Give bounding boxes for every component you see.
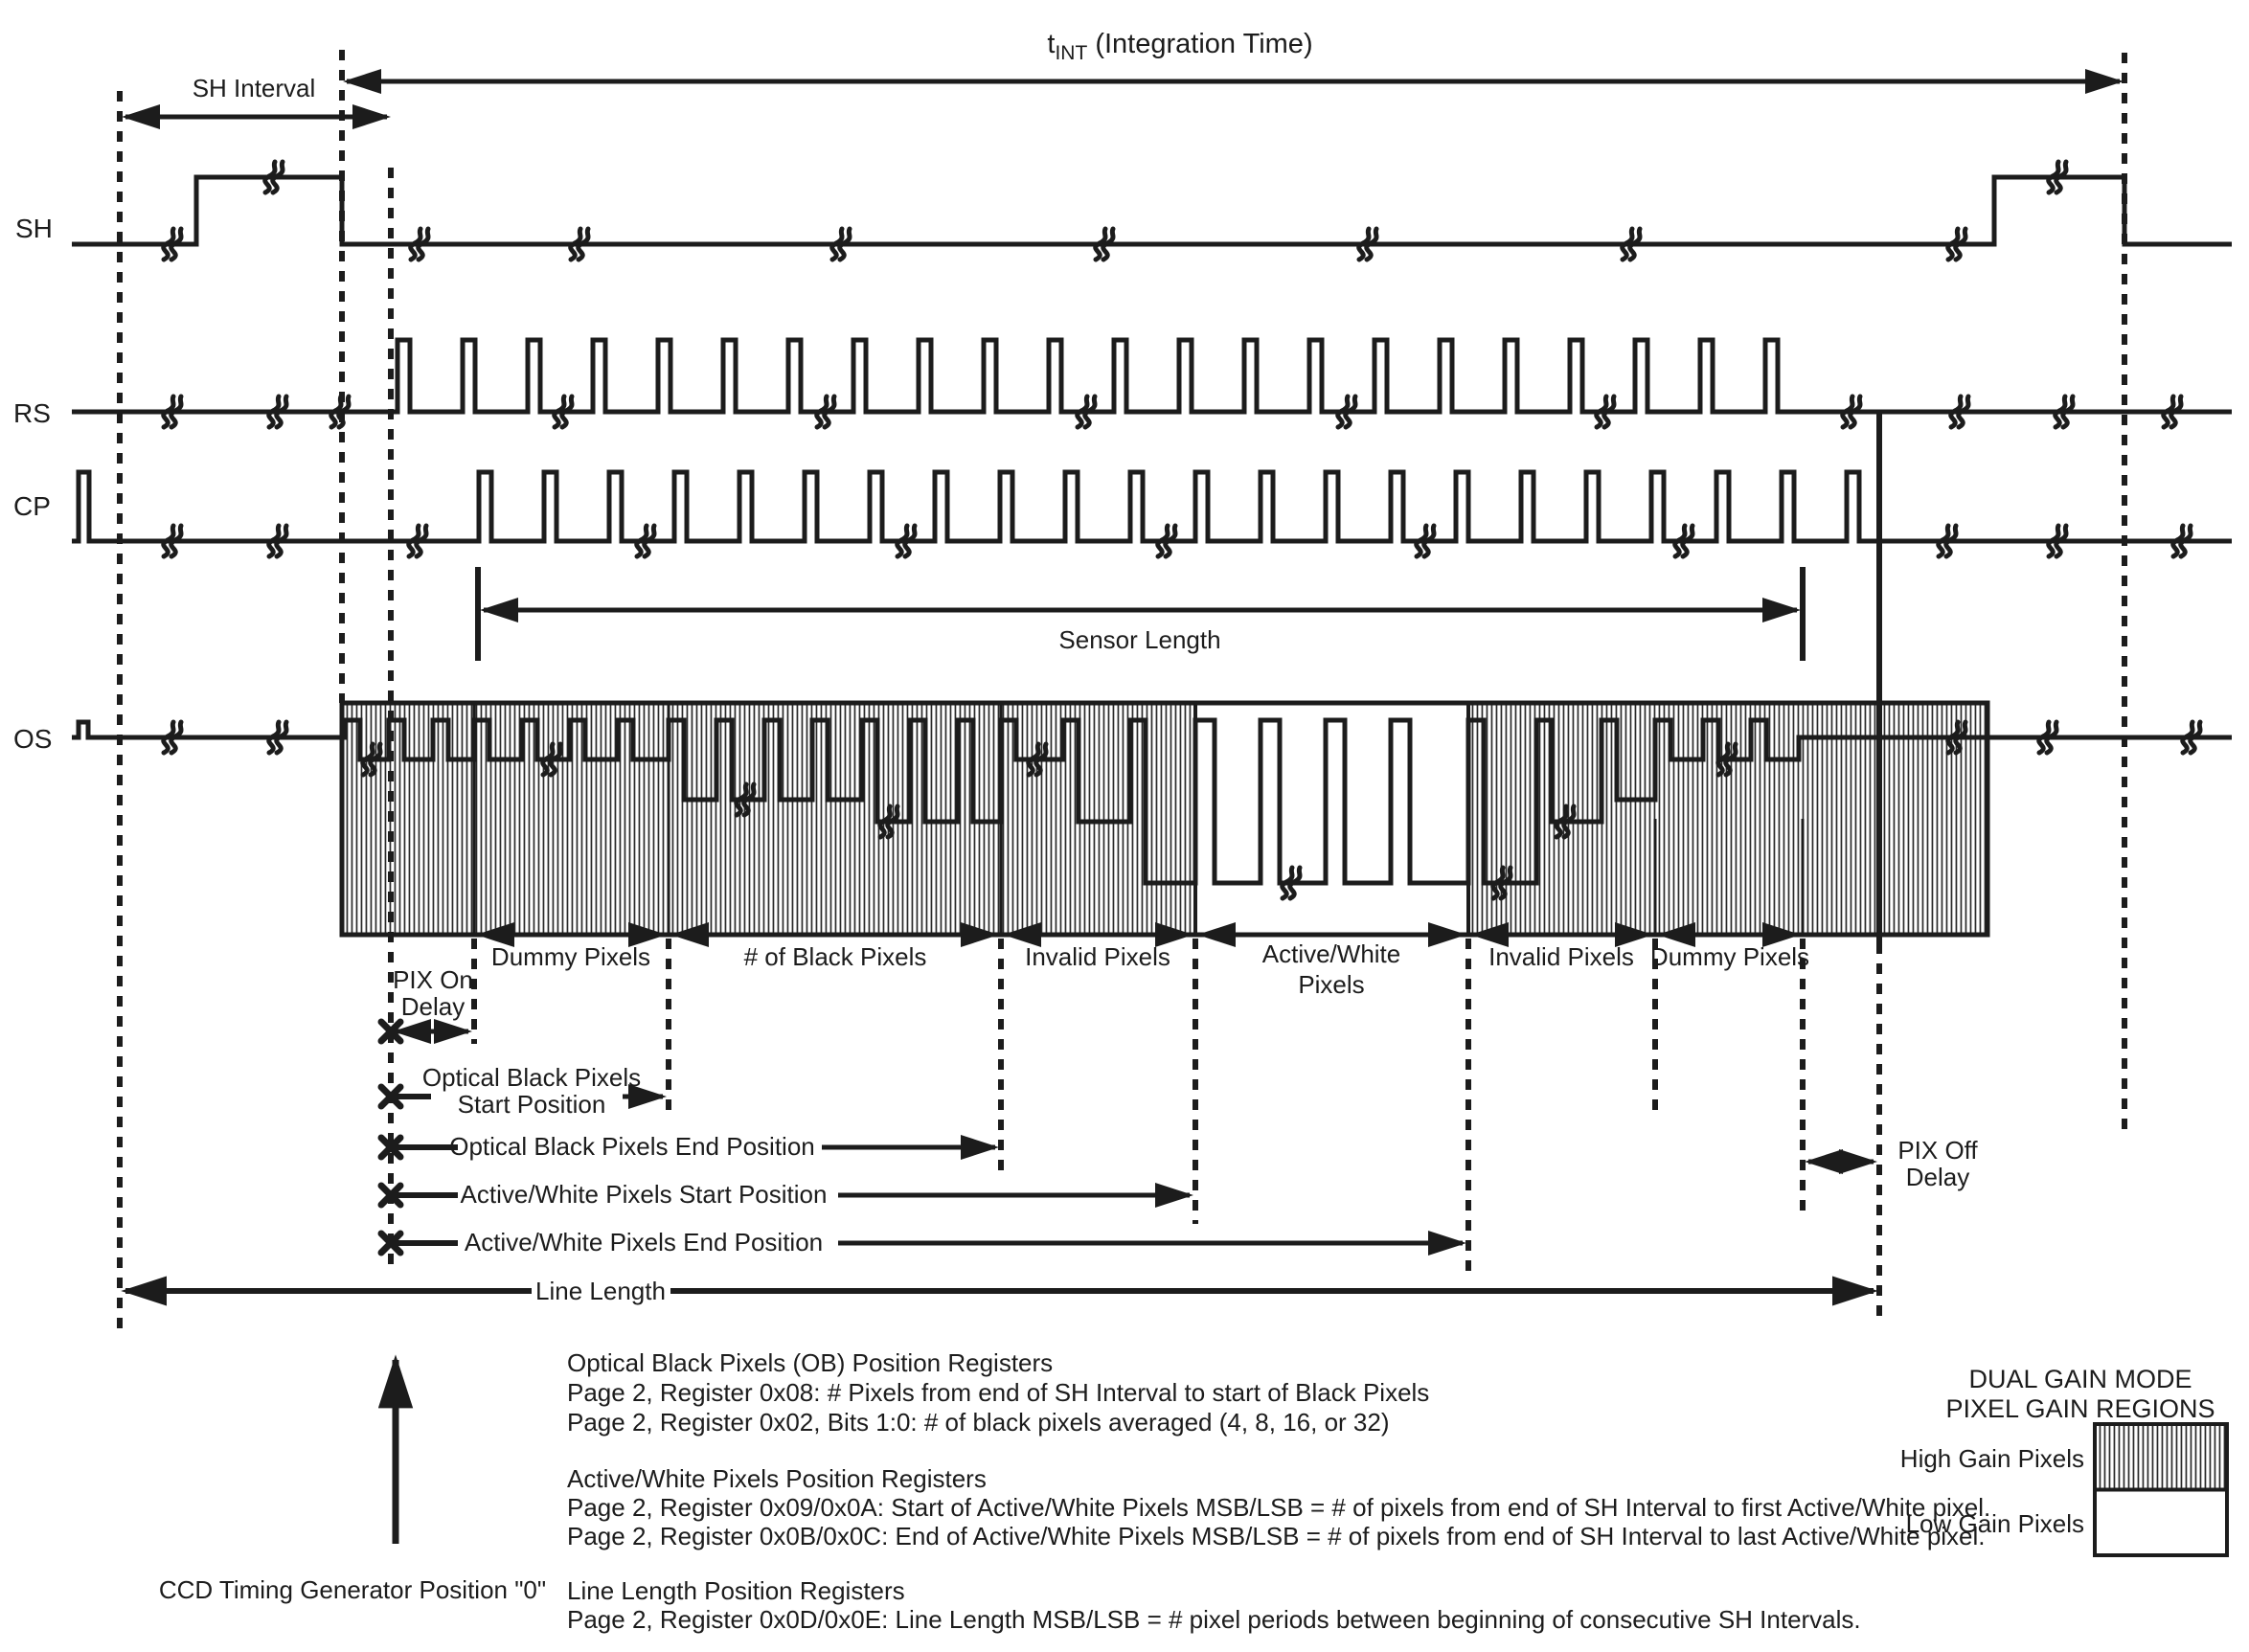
sensor-length-label: Sensor Length xyxy=(1058,625,1221,654)
note-line: Page 2, Register 0x09/0x0A: Start of Active/White Pixels MSB/LSB = # of pixels from end of SH Interval to first Active/White pixel. xyxy=(567,1493,1991,1522)
region-label-active-line1: Active/White xyxy=(1261,939,1401,968)
pix-on-delay-label-line1: PIX On xyxy=(393,965,473,994)
diagram-title xyxy=(1047,29,1312,64)
aw-start-label: Active/White Pixels Start Position xyxy=(460,1180,828,1209)
note-line: Page 2, Register 0x0B/0x0C: End of Active/White Pixels MSB/LSB = # of pixels from end of SH Interval to last Active/White pixel. xyxy=(567,1522,1986,1550)
register-note-block-ob xyxy=(567,1348,1429,1437)
sh-interval-label: SH Interval xyxy=(192,74,316,102)
register-note-block-active-white xyxy=(567,1464,1990,1550)
title-subscript: INT xyxy=(1055,42,1088,64)
line-length-label: Line Length xyxy=(535,1277,666,1305)
pix-off-delay-label-line2: Delay xyxy=(1905,1163,1970,1191)
title-rest: (Integration Time) xyxy=(1087,29,1313,59)
region-label-black: # of Black Pixels xyxy=(743,942,927,971)
pix-on-delay-label-line2: Delay xyxy=(400,992,466,1021)
legend-title-line2: PIXEL GAIN REGIONS xyxy=(1945,1394,2215,1423)
note-line: Active/White Pixels Position Registers xyxy=(567,1464,987,1493)
region-label-dummy-1: Dummy Pixels xyxy=(490,942,651,971)
region-label-invalid-2: Invalid Pixels xyxy=(1488,942,1634,971)
legend-title-line1: DUAL GAIN MODE xyxy=(1968,1365,2192,1393)
legend-high-gain-label: High Gain Pixels xyxy=(1899,1444,2084,1473)
signal-label-cp: CP xyxy=(13,491,51,521)
pix-off-delay-label-line1: PIX Off xyxy=(1897,1136,1978,1165)
aw-end-label: Active/White Pixels End Position xyxy=(464,1228,824,1256)
region-label-dummy-2: Dummy Pixels xyxy=(1649,942,1810,971)
title-t: t xyxy=(1047,29,1056,59)
sh-waveform xyxy=(72,177,2232,244)
cp-waveform xyxy=(72,472,2232,541)
signal-label-os: OS xyxy=(13,724,53,754)
region-label-active-line2: Pixels xyxy=(1298,970,1365,999)
rs-waveform xyxy=(72,340,2232,412)
ob-start-label-line2: Start Position xyxy=(457,1090,606,1119)
ob-end-label: Optical Black Pixels End Position xyxy=(449,1132,815,1161)
register-note-block-line-length xyxy=(567,1576,1861,1634)
ccd-position-zero-label: CCD Timing Generator Position "0" xyxy=(158,1575,547,1604)
note-line: Page 2, Register 0x02, Bits 1:0: # of black pixels averaged (4, 8, 16, or 32) xyxy=(567,1408,1390,1437)
ob-start-label-line1: Optical Black Pixels xyxy=(421,1063,642,1092)
note-line: Optical Black Pixels (OB) Position Registers xyxy=(567,1348,1054,1377)
region-label-invalid-1: Invalid Pixels xyxy=(1025,942,1170,971)
signal-label-rs: RS xyxy=(13,398,51,428)
note-line: Page 2, Register 0x08: # Pixels from end of SH Interval to start of Black Pixels xyxy=(567,1378,1430,1407)
signal-label-sh: SH xyxy=(15,214,53,243)
note-line: Line Length Position Registers xyxy=(567,1576,905,1605)
note-line: Page 2, Register 0x0D/0x0E: Line Length MSB/LSB = # pixel periods between beginning of consecutive SH Intervals. xyxy=(567,1605,1861,1634)
legend-low-gain-label: Low Gain Pixels xyxy=(1905,1509,2084,1538)
